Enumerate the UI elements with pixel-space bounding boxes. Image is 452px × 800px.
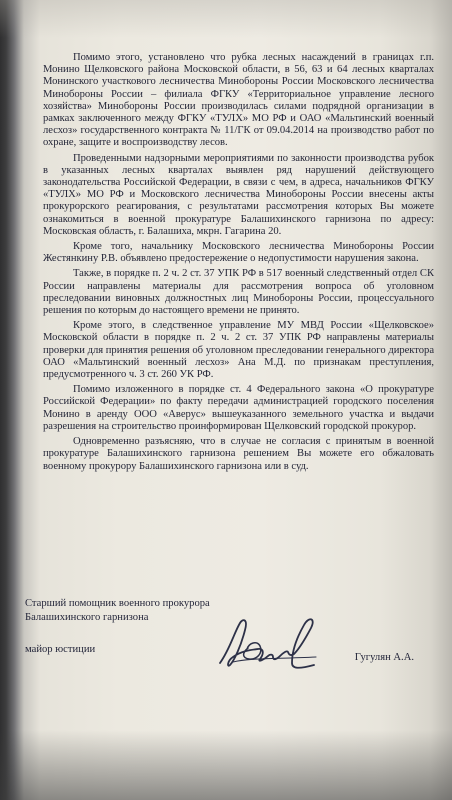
top-shadow <box>0 0 452 38</box>
paragraph-prosecutor: Помимо изложенного в порядке ст. 4 Федерального закона «О прокуратуре Российской Федерации» по факту передачи администрацией городского поселения Монино в аренду ООО «Аверус» вышеуказанного земельного участка и выдачи разрешения на строительство проинформирован Щелковский городской прокурор. <box>43 384 434 432</box>
paragraph-appeal: Одновременно разъясняю, что в случае не согласия с принятым в военной прокуратуре Балашихинского гарнизона решением Вы можете его обжаловать военному прокурору Балашихинского гарнизона или в суд. <box>43 436 434 472</box>
signer-rank: майор юстиции <box>25 644 96 655</box>
signer-position-line1: Старший помощник военного прокурора <box>25 598 210 609</box>
paragraph-police: Кроме этого, в следственное управление МУ МВД России «Щелковское» Московской области в порядке п. 2 ч. 2 ст. 37 УПК РФ направлены материалы проверки для принятия решения об уголовном преследовании генерального директора ОАО «Мальтинский военный лесхоз» Ана М.Д. по признакам преступления, предусмотренного ч. 3 ст. 260 УК РФ. <box>43 320 434 381</box>
paragraph-warning: Кроме того, начальнику Московского лесничества Минобороны России Жестянкину Р.В. объявлено предостережение о недопустимости нарушения закона. <box>43 241 434 265</box>
paragraph-logging: Помимо этого, установлено что рубка лесных насаждений в границах г.п. Монино Щелковского района Московской области, в 56, 63 и 64 лесных кварталах Монинского участкового лесничества Минобороны России Московского лесничества Минобороны России – филиала ФГКУ «Территориальное управление лесного хозяйства» Минобороны России производилась силами подрядной организации в рамках заключенного между ФГКУ «ТУЛХ» МО РФ и ОАО «Мальтинский военный лесхоз» государственного контракта № 11/ГК от 09.04.2014 на производство работ по охране, защите и воспроизводству лесов. <box>43 52 434 149</box>
handwritten-signature <box>212 605 327 675</box>
signer-position-line2: Балашихинского гарнизона <box>25 611 149 623</box>
signer-name: Гугулян А.А. <box>354 652 414 663</box>
paragraph-inspection: Проведенными надзорными мероприятиями по законности производства рубок в указанных лесных кварталах выявлен ряд нарушений действующего законодательства Российской Федерации, в связи с чем, в адреса, начальников ФГКУ «ТУЛХ» МО РФ и Московского лесничества Минобороны России внесены акты прокурорского реагирования, с результатами рассмотрения которых Вы можете ознакомиться в военной прокуратуре Балашихинского гарнизона по адресу: Московская область, г. Балашиха, мкрн. Гагарина 20. <box>43 152 434 237</box>
bottom-shadow <box>0 730 452 800</box>
paragraph-investigation: Также, в порядке п. 2 ч. 2 ст. 37 УПК РФ в 517 военный следственный отдел СК России направлены материалы для рассмотрения вопроса об уголовном преследовании виновных должностных лиц Минобороны России, процессуального решения по которым до настоящего времени не принято. <box>43 268 434 317</box>
letter-body <box>43 52 434 473</box>
